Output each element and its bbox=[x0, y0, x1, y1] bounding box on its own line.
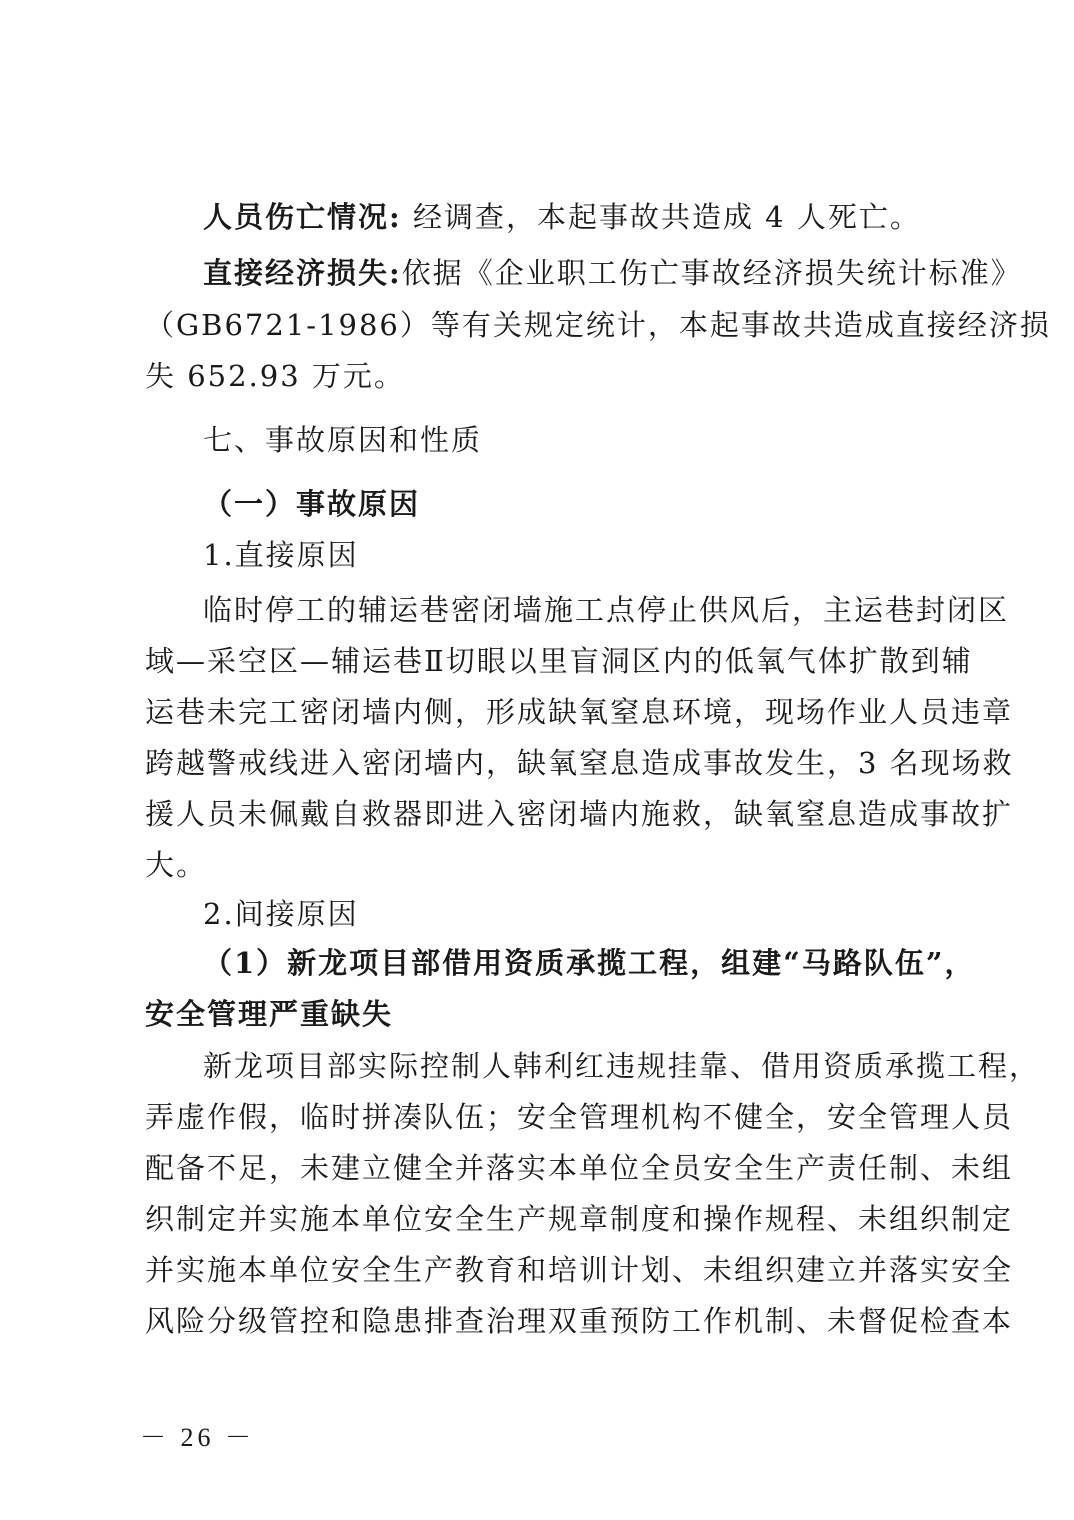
direct-cause-line-1: 临时停工的辅运巷密闭墙施工点停止供风后，主运巷封闭区 bbox=[203, 593, 1010, 627]
direct-cause-line-6: 大。 bbox=[145, 848, 208, 882]
item1-line-4: 织制定并实施本单位安全生产规章制度和操作规程、未组织制定 bbox=[145, 1202, 1014, 1236]
loss-paragraph-line-3: 失 652.93 万元。 bbox=[145, 359, 405, 393]
casualties-label: 人员伤亡情况: bbox=[203, 200, 402, 234]
item1-line-1: 新龙项目部实际控制人韩利红违规挂靠、借用资质承揽工程， bbox=[203, 1049, 1041, 1083]
item1-heading-line-1: （1）新龙项目部借用资质承揽工程，组建“马路队伍”， bbox=[203, 946, 976, 980]
item1-heading-line-2: 安全管理严重缺失 bbox=[145, 997, 394, 1031]
direct-cause-line-4: 跨越警戒线进入密闭墙内，缺氧窒息造成事故发生，3 名现场救 bbox=[145, 746, 1014, 780]
direct-cause-line-5: 援人员未佩戴自救器即进入密闭墙内施救，缺氧窒息造成事故扩 bbox=[145, 797, 1014, 831]
item1-line-2: 弄虚作假，临时拼凑队伍；安全管理机构不健全，安全管理人员 bbox=[145, 1100, 1014, 1134]
item1-line-6: 风险分级管控和隐患排查治理双重预防工作机制、未督促检查本 bbox=[145, 1304, 1014, 1338]
section-heading: 七、事故原因和性质 bbox=[203, 423, 483, 457]
direct-cause-line-3: 运巷未完工密闭墙内侧，形成缺氧窒息环境，现场作业人员违章 bbox=[145, 695, 1014, 729]
casualties-text: 经调查，本起事故共造成 4 人死亡。 bbox=[412, 200, 921, 234]
loss-paragraph-line-1 bbox=[203, 253, 1022, 293]
loss-label: 直接经济损失: bbox=[203, 256, 402, 290]
indirect-cause-heading: 2.间接原因 bbox=[203, 897, 359, 931]
casualties-paragraph bbox=[203, 197, 945, 237]
direct-cause-line-2: 域—采空区—辅运巷Ⅱ切眼以里盲洞区内的低氧气体扩散到辅 bbox=[145, 644, 973, 678]
subsection-heading: （一）事故原因 bbox=[203, 487, 421, 521]
item1-line-5: 并实施本单位安全生产教育和培训计划、未组织建立并落实安全 bbox=[145, 1253, 1014, 1287]
item1-line-3: 配备不足，未建立健全并落实本单位全员安全生产责任制、未组 bbox=[145, 1151, 1014, 1185]
loss-paragraph-line-2: （GB6721-1986）等有关规定统计，本起事故共造成直接经济损 bbox=[145, 308, 1051, 342]
direct-cause-heading: 1.直接原因 bbox=[203, 538, 359, 572]
loss-text-1: 依据《企业职工伤亡事故经济损失统计标准》 bbox=[401, 256, 1022, 290]
page-number: － 26 － bbox=[140, 1423, 256, 1452]
